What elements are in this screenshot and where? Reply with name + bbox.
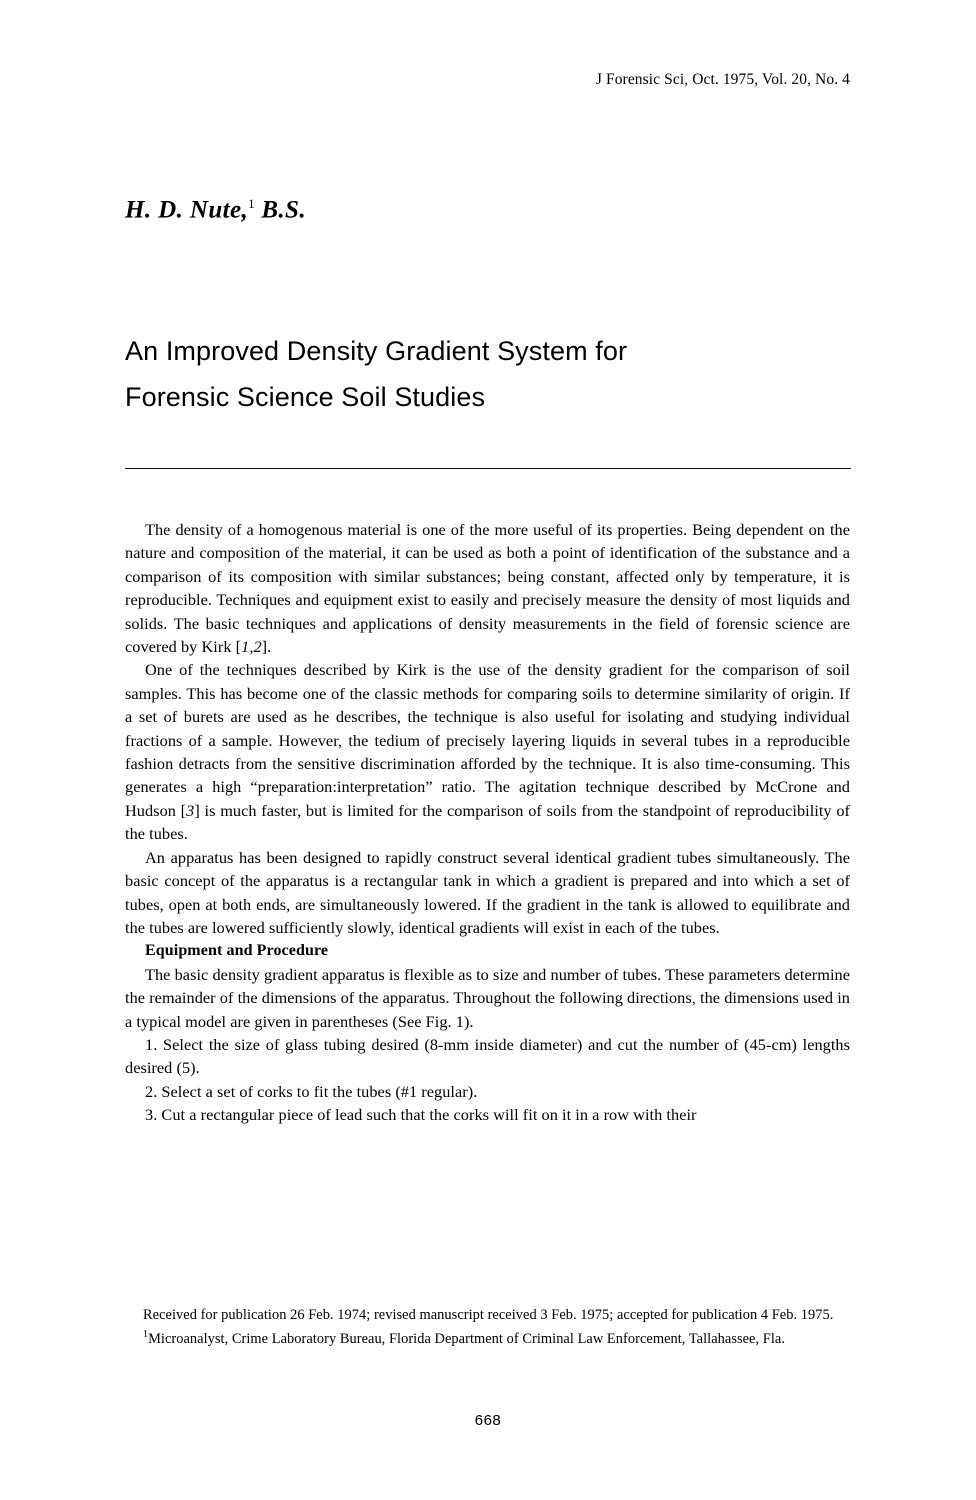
footnote-affiliation-text: Microanalyst, Crime Laboratory Bureau, Florida Department of Criminal Law Enforcement, Tallahassee, Fla. [148, 1331, 785, 1348]
author-degree: B.S. [261, 196, 306, 224]
paragraph-1 [125, 518, 850, 658]
section-heading-equipment-and-procedure: Equipment and Procedure [145, 942, 329, 960]
paragraph-1-text: The density of a homogenous material is one of the more useful of its properties. Being dependent on the nature and composition of the material, it can be used as both a point of identification of the substance and a comparison of its composition with similar substances; being constant, affected only by temperature, it is reproducible. Techniques and equipment exist to easily and precisely measure the density of most liquids and solids. The basic techniques and applications of density measurements in the field of forensic science are covered by Kirk [ [125, 520, 850, 657]
citation-1-2: 1,2 [241, 637, 262, 657]
running-head: J Forensic Sci, Oct. 1975, Vol. 20, No. 4 [595, 71, 850, 88]
header-divider-rule [125, 468, 851, 469]
article-body [125, 518, 850, 1127]
procedure-item-3: 3. Cut a rectangular piece of lead such that the corks will fit on it in a row with their [145, 1105, 697, 1125]
title-line-2: Forensic Science Soil Studies [125, 382, 486, 413]
author-byline [125, 188, 850, 226]
page-number: 668 [474, 1412, 502, 1429]
paragraph-2-text: One of the techniques described by Kirk is the use of the density gradient for the comparison of soil samples. This has become one of the classic methods for comparing soils to determine similarity of origin. If a set of burets are used as he describes, the technique is also useful for isolating and studying individual fractions of a sample. However, the tedium of precisely layering liquids in several tubes in a reproducible fashion detracts from the sensitive discrimination afforded by the technique. It is also time-consuming. This generates a high “preparation:interpretation” ratio. The agitation technique described by McCrone and Hudson [ [125, 660, 850, 820]
footnote-block [125, 1305, 850, 1350]
paragraph-1-tail: ]. [261, 637, 272, 657]
title-line-1: An Improved Density Gradient System for [125, 336, 628, 367]
citation-3: 3 [186, 800, 195, 820]
footnote-affiliation-marker: 1 [143, 1329, 149, 1341]
paragraph-3: An apparatus has been designed to rapidly construct several identical gradient tubes simultaneously. The basic concept of the apparatus is a rectangular tank in which a gradient is prepared and into which a set of tubes, open at both ends, are simultaneously lowered. If the gradient in the tank is allowed to equilibrate and the tubes are lowered sufficiently slowly, identical gradients will exist in each of the tubes. [125, 847, 850, 937]
paragraph-2-tail: ] is much faster, but is limited for the comparison of soils from the standpoint of reproducibility of the tubes. [125, 800, 850, 844]
paragraph-4: The basic density gradient apparatus is flexible as to size and number of tubes. These parameters determine the remainder of the dimensions of the apparatus. Throughout the following directions, the dimensions used in a typical model are given in parentheses (See Fig. 1). [125, 964, 850, 1031]
page-title [125, 328, 850, 420]
procedure-item-1: 1. Select the size of glass tubing desired (8-mm inside diameter) and cut the number of (45-cm) lengths desired (5). [125, 1034, 850, 1078]
footnote-affiliation [125, 1325, 850, 1349]
author-name: H. D. Nute, [125, 196, 249, 224]
procedure-item-2: 2. Select a set of corks to fit the tubes (#1 regular). [145, 1081, 478, 1101]
paragraph-2 [125, 658, 850, 845]
footnote-received: Received for publication 26 Feb. 1974; revised manuscript received 3 Feb. 1975; accepted for publication 4 Feb. 1975. [143, 1307, 834, 1323]
author-footnote-marker: 1 [248, 196, 255, 211]
